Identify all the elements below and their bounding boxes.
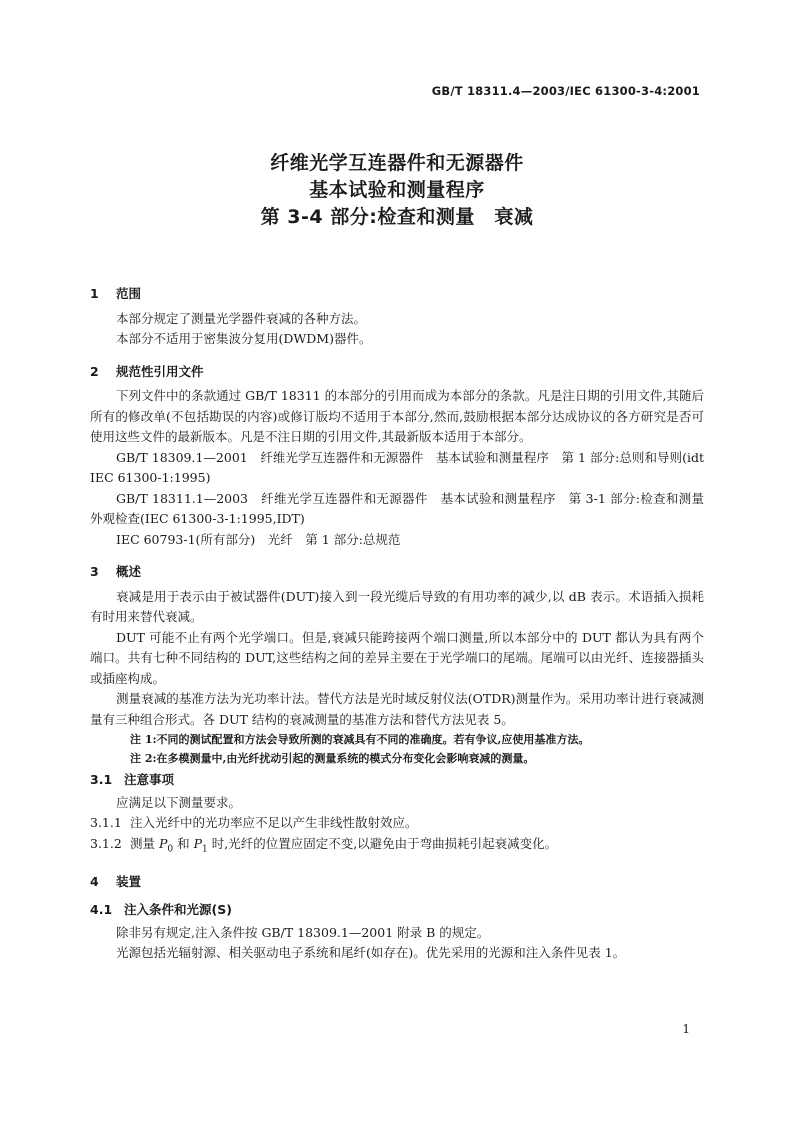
clause-text: 注入光纤中的光功率应不足以产生非线性散射效应。 (130, 815, 418, 830)
section-3-heading (90, 562, 704, 583)
clause-number: 3.1.1 (90, 815, 122, 830)
reference-3: IEC 60793-1(所有部分) 光纤 第 1 部分:总规范 (116, 531, 401, 547)
clause-text-pre: 测量 (130, 835, 159, 851)
page-number: 1 (682, 1022, 690, 1036)
section-title: 规范性引用文件 (116, 363, 204, 379)
section-title: 注入条件和光源(S) (124, 902, 232, 917)
section-3-1-heading (90, 770, 704, 791)
section-title: 装置 (116, 873, 142, 889)
symbol-p0-subscript: 0 (167, 844, 174, 854)
section-title: 概述 (116, 564, 142, 579)
symbol-p0: P (158, 835, 168, 851)
section-4-heading (90, 872, 704, 893)
section-2-paragraph-1: 下列文件中的条款通过 GB/T 18311 的本部分的引用而成为本部分的条款。凡是注日期的引用文件,其随后所有的修改单(不包括勘误的内容)或修订版均不适用于本部分,然而,鼓励根据本部分达成协议的各方研究是否可使用这些文件的最新版本。凡是不注日期的引用文件,其最新版本适用于本部分。 (90, 388, 704, 444)
clause-text-mid: 和 (173, 835, 194, 851)
section-title: 注意事项 (124, 772, 175, 787)
symbol-p1: P (193, 835, 203, 851)
title-line-2: 基本试验和测量程序 (309, 179, 485, 201)
title-line-1: 纤维光学互连器件和无源器件 (270, 152, 524, 174)
section-number: 3 (90, 564, 99, 579)
section-number: 1 (90, 286, 99, 301)
section-title: 范围 (116, 286, 142, 301)
section-number: 4.1 (90, 902, 113, 917)
note-1: 注 1:不同的测试配置和方法会导致所测的衰减具有不同的准确度。若有争议,应使用基准方法。 (130, 733, 590, 746)
reference-1: GB/T 18309.1—2001 纤维光学互连器件和无源器件 基本试验和测量程序 第 1 部分:总则和导则(idt IEC 61300-1:1995) (90, 449, 704, 485)
clause-3-1-1 (90, 813, 704, 834)
clause-text-post: 时,光纤的位置应固定不变,以避免由于弯曲损耗引起衰减变化。 (207, 835, 558, 851)
section-4-1-paragraph-1: 除非另有规定,注入条件按 GB/T 18309.1—2001 附录 B 的规定。 (116, 924, 490, 940)
clause-3-1-2 (90, 834, 704, 860)
title-line-3: 第 3-4 部分:检查和测量 衰减 (260, 206, 534, 228)
section-1-heading (90, 284, 704, 305)
symbol-p1-subscript: 1 (202, 844, 208, 854)
note-2: 注 2:在多模测量中,由光纤扰动引起的测量系统的模式分布变化会影响衰减的测量。 (130, 752, 535, 765)
section-number: 4 (90, 873, 99, 889)
reference-2: GB/T 18311.1—2003 纤维光学互连器件和无源器件 基本试验和测量程序 第 3-1 部分:检查和测量 外观检查(IEC 61300-3-1:1995,IDT) (90, 490, 717, 526)
section-1-paragraph-1: 本部分规定了测量光学器件衰减的各种方法。 (116, 310, 367, 326)
section-3-paragraph-3: 测量衰减的基准方法为光功率计法。替代方法是光时域反射仪法(OTDR)测量作为。采用功率计进行衰减测量有三种组合形式。各 DUT 结构的衰减测量的基准方法和替代方法见表 5。 (90, 691, 704, 727)
section-4-1-paragraph-2: 光源包括光辐射源、相关驱动电子系统和尾纤(如存在)。优先采用的光源和注入条件见表 1。 (116, 945, 626, 960)
section-3-paragraph-1: 衰减是用于表示由于被试器件(DUT)接入到一段光缆后导致的有用功率的减少,以 dB 表示。术语插入损耗有时用来替代衰减。 (90, 588, 704, 624)
clause-number: 3.1.2 (90, 835, 122, 851)
section-4-1-heading (90, 900, 704, 921)
section-2-heading (90, 362, 704, 383)
section-1-paragraph-2: 本部分不适用于密集波分复用(DWDM)器件。 (116, 331, 372, 346)
section-3-1-paragraph: 应满足以下测量要求。 (116, 794, 242, 810)
section-3-paragraph-2: DUT 可能不止有两个光学端口。但是,衰减只能跨接两个端口测量,所以本部分中的 DUT 都认为具有两个端口。共有七种不同结构的 DUT,这些结构之间的差异主要在于光学端口的尾端。尾端可以由光纤、连接器插头或插座构成。 (90, 629, 704, 686)
standard-code: GB/T 18311.4—2003/IEC 61300-3-4:2001 (431, 84, 700, 98)
document-title (0, 150, 794, 231)
section-number: 2 (90, 363, 99, 379)
section-number: 3.1 (90, 772, 113, 787)
document-body (90, 272, 717, 964)
